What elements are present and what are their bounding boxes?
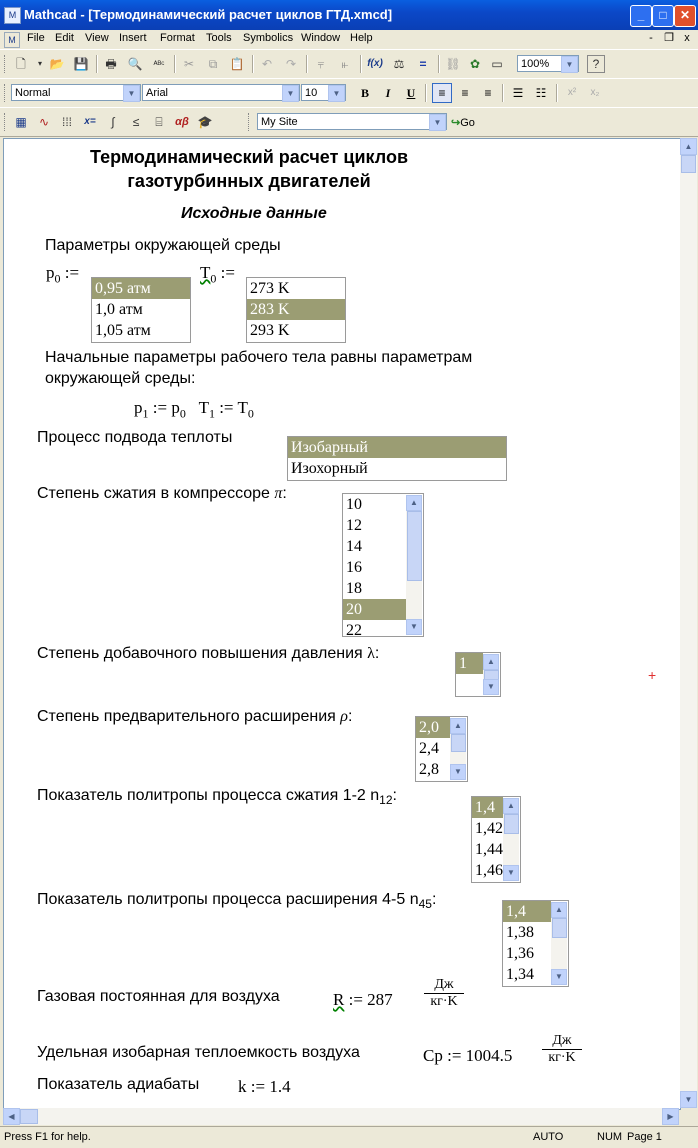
list-item[interactable]: 2,0 [416, 717, 450, 738]
mdi-restore-button[interactable]: ❐ [664, 32, 674, 44]
evaluation-icon[interactable]: x= [84, 116, 96, 127]
insert-hyperlink-icon[interactable]: ⛓ [445, 57, 461, 71]
polytrope-expansion-label: Показатель политропы процесса расширения 4-5 $n_{45}$: [37, 891, 437, 912]
toolbar-grip[interactable] [4, 55, 8, 73]
status-help: Press F1 for help. [4, 1131, 91, 1143]
undo-icon[interactable]: ↶ [261, 57, 273, 71]
status-auto: AUTO [533, 1131, 564, 1143]
window-title: Mathcad - [Термодинамический расчет циклов ГТД.xmcd] [24, 7, 393, 22]
r-definition: R := 287 [333, 990, 393, 1009]
font-select[interactable] [142, 84, 300, 101]
polytrope-compression-label: Показатель политропы процесса сжатия 1-2 $n_{12}$: [37, 787, 397, 808]
paste-icon[interactable]: 📋 [229, 57, 245, 71]
menu-format[interactable]: Format [160, 32, 195, 44]
listbox-scrollbar[interactable] [503, 798, 519, 881]
n12-listbox[interactable] [471, 796, 521, 883]
list-item[interactable]: 0,95 атм [92, 278, 190, 299]
list-item[interactable]: 1,4 [503, 901, 551, 922]
align-down-icon[interactable]: ⫦ [341, 57, 349, 71]
doc-title-line1: Термодинамический расчет циклов [89, 147, 409, 167]
separator [438, 55, 440, 73]
dropdown-arrow-icon[interactable]: ▾ [37, 59, 42, 68]
cursor-crosshair-icon: + [648, 667, 657, 683]
cut-icon[interactable]: ✂ [183, 57, 195, 71]
menu-insert[interactable]: Insert [119, 32, 147, 44]
redo-icon[interactable]: ↷ [285, 57, 297, 71]
list-item[interactable]: 1 [456, 653, 483, 674]
scroll-down-icon[interactable]: ▼ [503, 865, 519, 881]
standard-toolbar [0, 49, 698, 79]
minimize-button[interactable]: _ [630, 5, 652, 27]
cp-unit: Дж кг·K [542, 1033, 582, 1066]
print-preview-icon[interactable]: 🔍 [127, 57, 143, 71]
horizontal-scrollbar[interactable] [3, 1108, 679, 1125]
scroll-thumb[interactable] [552, 918, 567, 938]
separator [174, 55, 176, 73]
document-icon[interactable]: M [4, 32, 20, 48]
go-button[interactable] [451, 116, 475, 129]
compression-ratio-label: Степень сжатия в компрессоре π: [37, 485, 287, 502]
scroll-down-icon[interactable]: ▼ [406, 619, 422, 635]
print-icon[interactable]: 🖶 [105, 57, 117, 71]
ambient-params-label: Параметры окружающей среды [45, 237, 281, 254]
insert-unit-icon[interactable]: ⚖ [393, 57, 405, 71]
list-item[interactable]: 283 K [247, 299, 345, 320]
listbox-scrollbar[interactable] [406, 495, 422, 635]
scroll-down-icon[interactable]: ▼ [450, 764, 466, 780]
align-center-icon[interactable]: ≡ [461, 86, 469, 100]
initial-params-line2: окружающей среды: [45, 370, 196, 387]
separator [502, 84, 504, 102]
menu-symbolics[interactable]: Symbolics [243, 32, 294, 44]
t0-listbox[interactable] [246, 277, 346, 343]
underline-button[interactable]: U [406, 86, 416, 100]
list-item[interactable]: 1,34 [506, 966, 534, 983]
p0-definition: $p_0$ := [46, 263, 80, 286]
copy-icon[interactable]: ⧉ [208, 57, 218, 71]
scroll-up-icon[interactable]: ▲ [680, 138, 697, 155]
list-item[interactable]: 2,4 [419, 740, 439, 757]
zoom-value: 100% [521, 58, 550, 70]
lambda-listbox[interactable] [455, 652, 501, 697]
t0-definition: $T_0$ := [200, 263, 235, 286]
numbered-list-icon[interactable]: ☷ [535, 86, 547, 100]
menu-tools[interactable]: Tools [206, 32, 232, 44]
list-item[interactable]: 14 [346, 538, 362, 555]
greek-icon[interactable]: αβ [175, 116, 189, 128]
resources-value: My Site [261, 116, 298, 128]
list-item[interactable]: 1,38 [506, 924, 534, 941]
calculus-icon[interactable]: ∫ [111, 115, 115, 129]
n45-listbox[interactable] [502, 900, 569, 987]
list-item[interactable]: 1,4 [472, 797, 503, 818]
list-item[interactable]: 10 [346, 496, 362, 513]
new-document-icon[interactable]: 🗋 [16, 57, 26, 71]
list-item[interactable]: 1,05 атм [95, 322, 151, 339]
menu-help[interactable]: Help [350, 32, 373, 44]
listbox-scrollbar[interactable] [551, 902, 567, 985]
chevron-down-icon[interactable]: ▼ [328, 85, 345, 102]
list-item[interactable]: Изохорный [291, 460, 368, 477]
align-left-icon[interactable]: ≡ [432, 83, 452, 103]
scroll-up-icon[interactable]: ▲ [503, 798, 519, 814]
list-item[interactable]: 1,46 [475, 862, 503, 879]
symbolic-icon[interactable]: 🎓 [197, 115, 213, 129]
horizontal-scroll-thumb[interactable] [20, 1109, 38, 1124]
scroll-thumb[interactable] [504, 814, 519, 834]
bullet-list-icon[interactable]: ☰ [512, 86, 524, 100]
component-wizard-icon[interactable]: ✿ [469, 57, 481, 71]
toolbar-grip[interactable] [4, 113, 8, 131]
r-unit: Дж кг·K [424, 977, 464, 1010]
p1-t1-definition: $p_1$ := $p_0$ $T_1$ := $T_0$ [134, 398, 254, 421]
scroll-up-icon[interactable]: ▲ [450, 718, 466, 734]
formatting-toolbar [0, 78, 698, 108]
calculator-icon[interactable]: ▦ [15, 115, 27, 129]
style-value: Normal [15, 87, 51, 99]
status-page: Page 1 [627, 1131, 662, 1143]
align-top-icon[interactable]: ⫧ [317, 57, 325, 71]
zoom-select[interactable] [517, 55, 579, 72]
help-icon[interactable]: ? [587, 55, 605, 73]
menu-file[interactable]: File [27, 32, 45, 44]
separator [252, 55, 254, 73]
mdi-close-button[interactable]: x [684, 32, 690, 44]
align-right-icon[interactable]: ≡ [484, 86, 492, 100]
gas-constant-label: Газовая постоянная для воздуха [37, 988, 280, 1005]
programming-icon[interactable]: ⌸ [155, 115, 163, 129]
list-item[interactable]: 22 [346, 622, 362, 637]
pre-expansion-label: Степень предварительного расширения ρ: [37, 708, 353, 725]
pressure-increase-label: Степень добавочного повышения давления λ: [37, 645, 380, 662]
separator [306, 55, 308, 73]
section-heading: Исходные данные [181, 205, 327, 222]
menu-view[interactable]: View [85, 32, 109, 44]
scroll-up-icon[interactable]: ▲ [551, 902, 567, 918]
maximize-button[interactable]: □ [652, 5, 674, 27]
status-bar [0, 1126, 698, 1148]
chevron-down-icon[interactable]: ▼ [282, 85, 299, 102]
list-item[interactable]: 293 K [250, 322, 290, 339]
close-button[interactable]: ✕ [674, 5, 696, 27]
resources-select[interactable] [257, 113, 447, 130]
separator [360, 55, 362, 73]
insert-function-icon[interactable]: f(x) [367, 58, 383, 69]
p0-listbox[interactable] [91, 277, 191, 343]
menu-edit[interactable]: Edit [55, 32, 74, 44]
superscript-icon[interactable]: x² [567, 87, 577, 98]
math-toolbar [0, 107, 698, 137]
scroll-down-icon[interactable]: ▼ [551, 969, 567, 985]
title-bar[interactable] [0, 0, 698, 30]
list-item[interactable]: 16 [346, 559, 362, 576]
status-num: NUM [597, 1131, 623, 1143]
scroll-thumb[interactable] [451, 734, 466, 752]
mdi-minimize-button[interactable]: - [649, 32, 653, 44]
graph-icon[interactable]: ∿ [38, 115, 50, 129]
worksheet[interactable] [3, 138, 681, 1110]
listbox-scrollbar[interactable] [450, 718, 466, 780]
heat-process-label: Процесс подвода теплоты [37, 429, 233, 446]
go-arrow-icon: ↪ [451, 117, 461, 129]
list-item[interactable]: 12 [346, 517, 362, 534]
list-item[interactable]: 1,36 [506, 945, 534, 962]
vertical-scroll-thumb[interactable] [681, 155, 696, 173]
font-value: Arial [146, 87, 169, 99]
calculate-icon[interactable]: = [419, 57, 427, 71]
scroll-down-icon[interactable]: ▼ [680, 1091, 697, 1108]
initial-params-line1: Начальные параметры рабочего тела равны параметрам [45, 349, 473, 366]
scroll-thumb[interactable] [407, 511, 422, 581]
matrix-icon[interactable]: ⁞⁞⁞ [61, 115, 72, 129]
font-size-value: 10 [305, 87, 318, 99]
list-item[interactable]: 18 [346, 580, 362, 597]
list-item[interactable]: Изобарный [288, 437, 506, 458]
heat-process-listbox[interactable] [287, 436, 507, 481]
listbox-scrollbar[interactable] [483, 654, 499, 695]
save-icon[interactable]: 💾 [73, 57, 89, 71]
list-item[interactable]: 1,0 атм [95, 301, 143, 318]
rho-listbox[interactable] [415, 716, 468, 782]
scroll-up-icon[interactable]: ▲ [483, 654, 499, 670]
resource-center-icon[interactable]: ▭ [491, 57, 503, 71]
list-item[interactable]: 273 K [250, 280, 290, 297]
vertical-scrollbar[interactable] [680, 138, 697, 1108]
k-definition: k := 1.4 [238, 1077, 291, 1096]
separator [556, 84, 558, 102]
list-item[interactable]: 20 [343, 599, 406, 620]
separator [96, 55, 98, 73]
doc-title-line2: газотурбинных двигателей [127, 171, 371, 191]
chevron-down-icon[interactable]: ▼ [123, 85, 140, 102]
mathcad-icon[interactable]: M [4, 7, 21, 24]
font-size-select[interactable] [301, 84, 346, 101]
heat-capacity-label: Удельная изобарная теплоемкость воздуха [37, 1044, 360, 1061]
list-item[interactable]: 1,44 [475, 841, 503, 858]
go-label: Go [460, 117, 475, 129]
chevron-down-icon[interactable]: ▼ [561, 56, 578, 73]
pi-listbox[interactable] [342, 493, 424, 637]
scroll-right-icon[interactable]: ▶ [662, 1108, 679, 1125]
chevron-down-icon[interactable]: ▼ [429, 114, 446, 131]
menu-window[interactable]: Window [301, 32, 341, 44]
open-folder-icon[interactable]: 📂 [49, 57, 65, 71]
scroll-down-icon[interactable]: ▼ [483, 679, 499, 695]
list-item[interactable]: 2,8 [419, 761, 439, 778]
menu-bar [0, 30, 698, 48]
italic-button[interactable]: I [385, 86, 391, 100]
separator [425, 84, 427, 102]
spell-check-icon[interactable]: ᴬᴮᶜ [153, 59, 165, 69]
list-item[interactable]: 1,42 [475, 820, 503, 837]
boolean-icon[interactable]: ≤ [132, 115, 140, 129]
subscript-icon[interactable]: x₂ [590, 87, 600, 98]
bold-button[interactable]: B [360, 86, 369, 100]
cp-definition: Cp := 1004.5 [423, 1046, 513, 1065]
toolbar-grip[interactable] [4, 84, 8, 102]
scroll-up-icon[interactable]: ▲ [406, 495, 422, 511]
toolbar-grip[interactable] [248, 113, 252, 131]
adiabatic-label: Показатель адиабаты [37, 1076, 200, 1093]
style-select[interactable] [11, 84, 141, 101]
scroll-left-icon[interactable]: ◀ [3, 1108, 20, 1125]
